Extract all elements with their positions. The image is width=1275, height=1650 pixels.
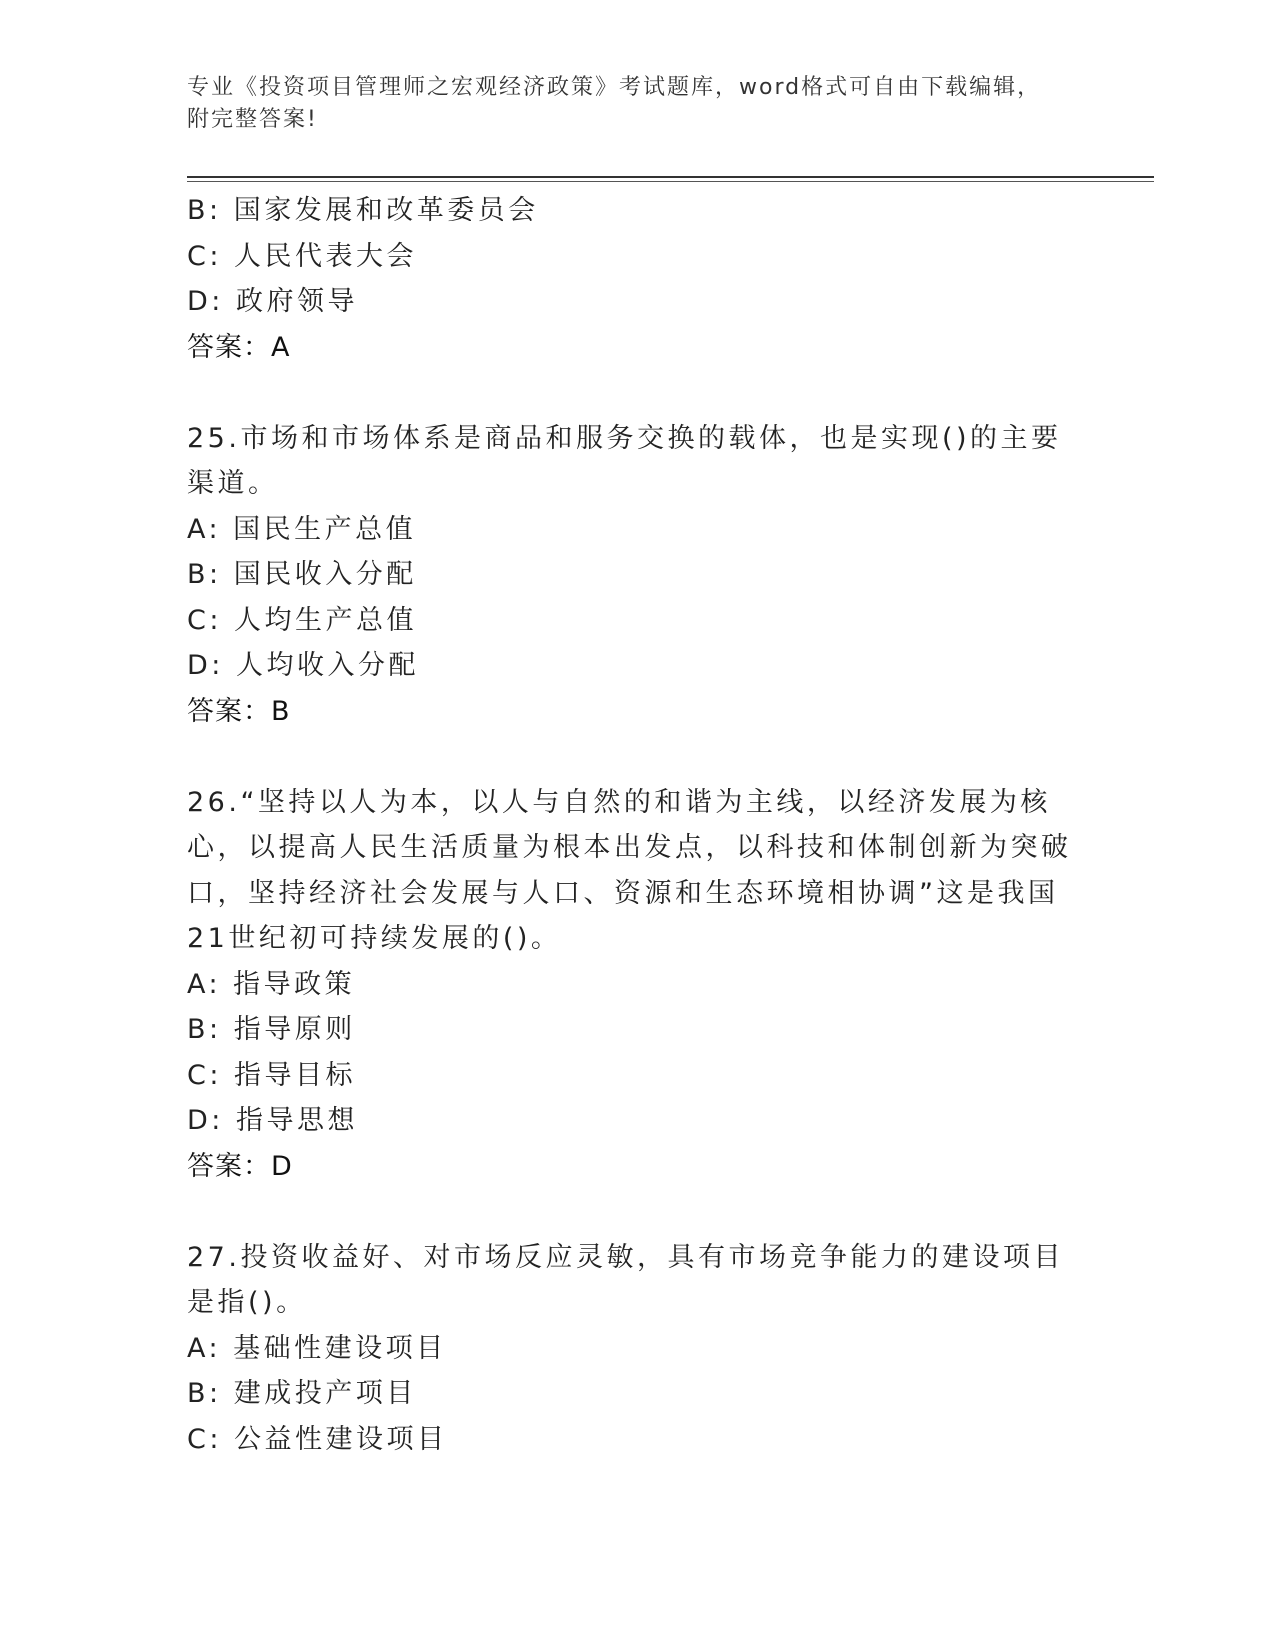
option-b: B: 国家发展和改革委员会: [187, 195, 539, 226]
option-b: B: 建成投产项目: [187, 1378, 417, 1409]
question-block-26: [187, 780, 1077, 1190]
header-divider-thin: [187, 181, 1154, 182]
block-spacer: [187, 1189, 1077, 1235]
option-d: D: 人均收入分配: [187, 650, 419, 681]
header-divider-thick: [187, 176, 1154, 178]
option-b: B: 指导原则: [187, 1014, 356, 1045]
answer-label: 答案：D: [187, 1150, 293, 1182]
option-b: B: 国民收入分配: [187, 559, 417, 590]
question-text: 25.市场和市场体系是商品和服务交换的载体，也是实现()的主要渠道。: [187, 422, 1062, 499]
block-spacer: [187, 370, 1077, 416]
question-block-25: [187, 416, 1077, 735]
option-c: C: 指导目标: [187, 1059, 357, 1091]
document-header: [187, 72, 1087, 136]
header-title-line-1: 专业《投资项目管理师之宏观经济政策》考试题库，word格式可自由下载编辑，: [187, 75, 1042, 100]
option-a: A: 基础性建设项目: [187, 1332, 447, 1364]
answer-label: 答案：B: [187, 695, 291, 727]
option-d: D: 指导思想: [187, 1105, 358, 1136]
option-a: A: 国民生产总值: [187, 513, 417, 545]
header-title-line-2: 附完整答案!: [187, 107, 318, 132]
question-text: 27.投资收益好、对市场反应灵敏，具有市场竞争能力的建设项目是指()。: [187, 1241, 1064, 1318]
question-text: 26.“坚持以人为本，以人与自然的和谐为主线，以经济发展为核心，以提高人民生活质量为根本出发点，以科技和体制创新为突破口，坚持经济社会发展与人口、资源和生态环境相协调”这是我国21世纪初可持续发展的()。: [187, 786, 1072, 954]
block-spacer: [187, 734, 1077, 780]
question-block-27: [187, 1235, 1077, 1463]
option-c: C: 人民代表大会: [187, 240, 418, 272]
answer-label: 答案：A: [187, 331, 291, 363]
option-c: C: 人均生产总值: [187, 604, 418, 636]
option-d: D: 政府领导: [187, 286, 358, 317]
question-block-24: [187, 188, 1077, 370]
option-a: A: 指导政策: [187, 968, 356, 1000]
option-c: C: 公益性建设项目: [187, 1423, 448, 1455]
question-list: [187, 188, 1077, 1462]
